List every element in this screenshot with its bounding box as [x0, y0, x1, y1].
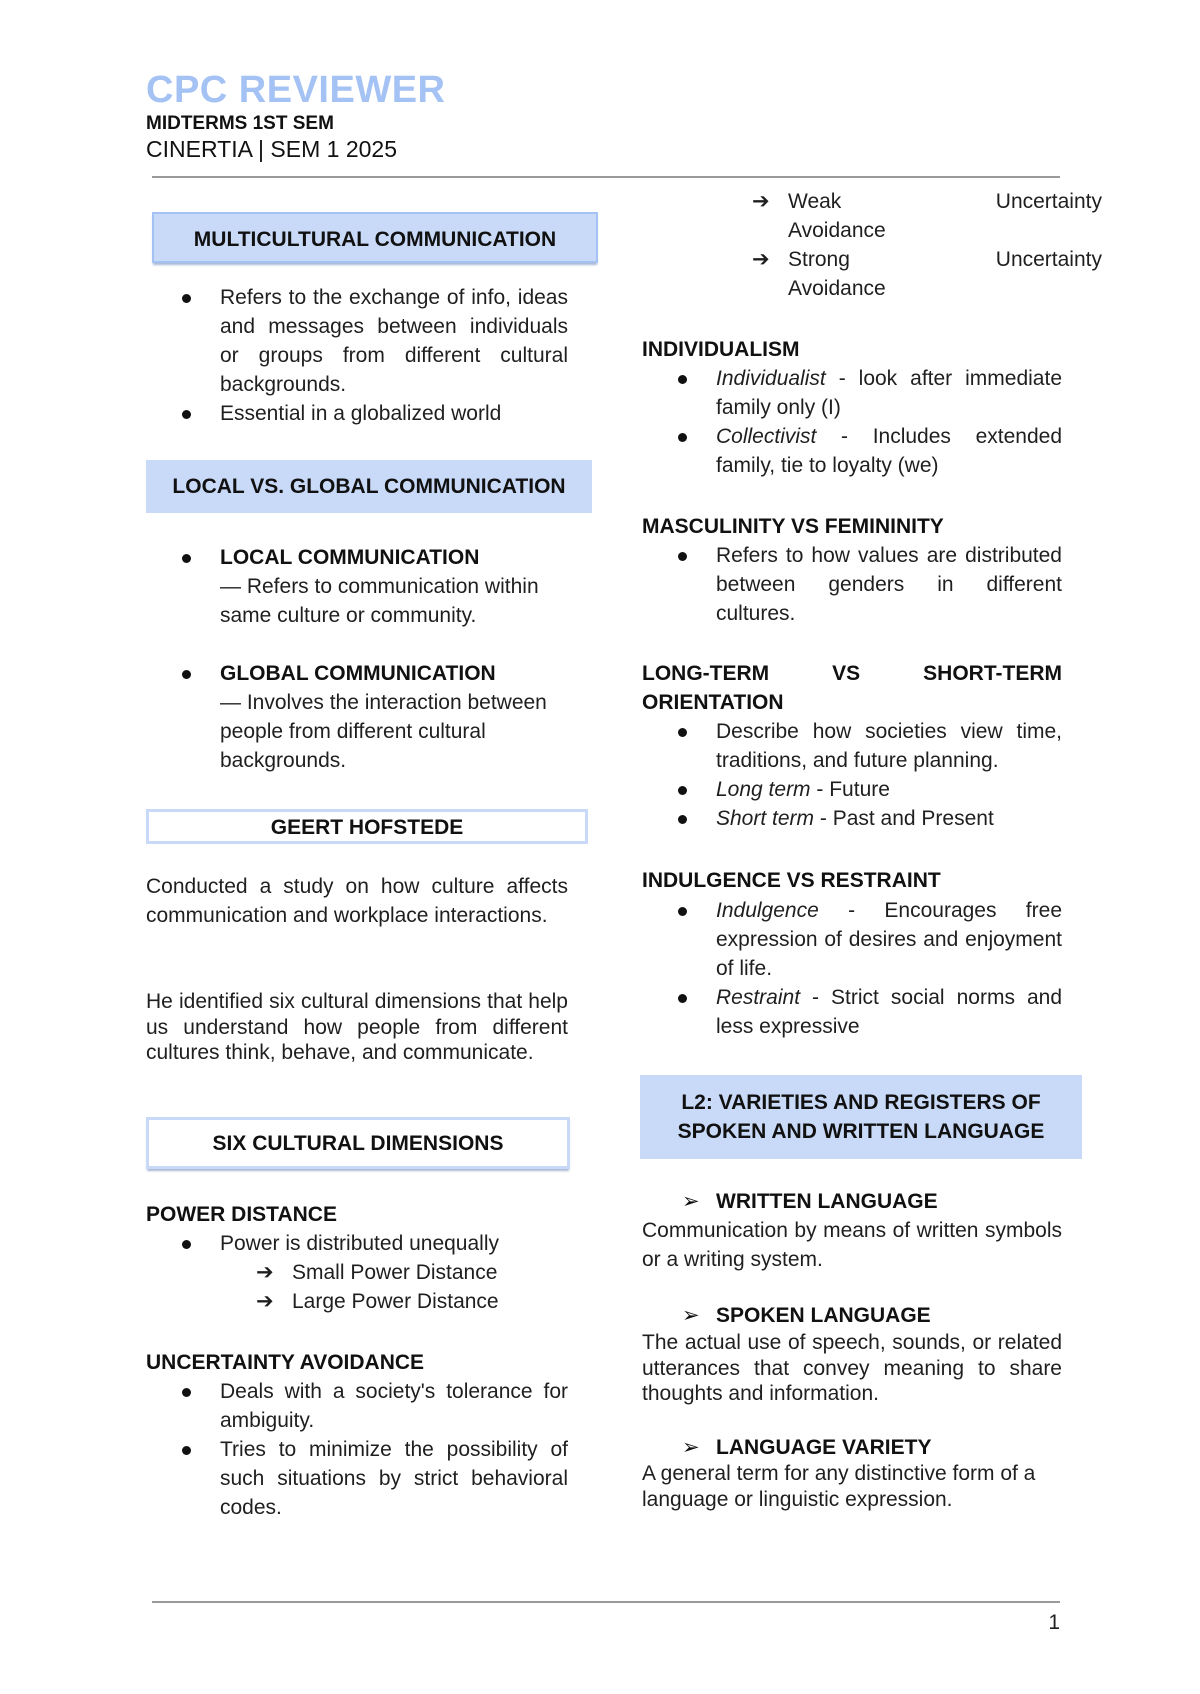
- section-heading-local-global: LOCAL VS. GLOBAL COMMUNICATION: [146, 460, 592, 513]
- term: Long term: [716, 778, 811, 801]
- arrow-item-word: Strong: [788, 248, 850, 271]
- list-item: [678, 364, 1062, 422]
- term-desc: - Encourages free expression of desires and enjoyment of life.: [716, 899, 1062, 980]
- arrow-icon: ➔: [256, 1290, 274, 1313]
- list-item: [678, 775, 1062, 804]
- masculinity-list: [678, 541, 1062, 628]
- arrow-icon: ➔: [752, 190, 770, 213]
- list-item: Tries to minimize the possibility of such situations by strict behavioral codes.: [182, 1435, 568, 1522]
- heading-word: LONG-TERM: [642, 662, 770, 685]
- heading-word: SHORT-TERM: [923, 662, 1062, 685]
- hofstede-paragraph-2: He identified six cultural dimensions that help us understand how people from different cultures think, behave, and communicate.: [146, 990, 568, 1064]
- page-number: 1: [1048, 1611, 1060, 1634]
- power-distance-heading: POWER DISTANCE: [146, 1203, 337, 1226]
- list-item: [678, 804, 1062, 833]
- author-line: CINERTIA | SEM 1 2025: [146, 136, 397, 162]
- heading-word: VS: [832, 662, 861, 685]
- global-communication-desc: — Involves the interaction between people from different cultural backgrounds.: [220, 691, 547, 772]
- written-language-desc: Communication by means of written symbols or a writing system.: [642, 1219, 1062, 1271]
- local-global-list: [182, 543, 568, 775]
- arrow-item-label: Large Power Distance: [292, 1290, 499, 1313]
- long-term-heading-line2: ORIENTATION: [642, 691, 784, 714]
- spoken-language-desc: The actual use of speech, sounds, or related utterances that convey meaning to share thoughts and information.: [642, 1331, 1062, 1405]
- arrow-item-word: Avoidance: [788, 277, 886, 300]
- hofstede-paragraph-1: Conducted a study on how culture affects communication and workplace interactions.: [146, 875, 568, 927]
- power-distance-list: [182, 1229, 568, 1258]
- list-item: Deals with a society's tolerance for ambiguity.: [182, 1377, 568, 1435]
- arrow-item-word: Weak: [788, 190, 842, 213]
- list-item: [678, 983, 1062, 1041]
- arrow-item-small-power: [256, 1258, 497, 1287]
- term: Collectivist: [716, 425, 817, 448]
- arrow-item-weak-uncertainty: [752, 187, 1102, 245]
- long-term-heading: [642, 659, 1062, 688]
- list-item: [678, 896, 1062, 983]
- chevron-icon: ➢: [682, 1436, 700, 1459]
- section-heading-hofstede: GEERT HOFSTEDE: [146, 809, 588, 844]
- local-communication-title: LOCAL COMMUNICATION: [220, 546, 480, 569]
- list-item: Refers to how values are distributed between genders in different cultures.: [678, 541, 1062, 628]
- spoken-language-title: SPOKEN LANGUAGE: [716, 1304, 931, 1327]
- language-variety-title: LANGUAGE VARIETY: [716, 1436, 932, 1459]
- multicultural-list: [182, 283, 568, 428]
- arrow-item-label: Small Power Distance: [292, 1261, 498, 1284]
- individualism-heading: INDIVIDUALISM: [642, 338, 800, 361]
- section-heading-l2: [640, 1075, 1082, 1159]
- header-divider: [152, 176, 1060, 178]
- uncertainty-avoidance-heading: UNCERTAINTY AVOIDANCE: [146, 1351, 425, 1374]
- list-item-global: [182, 659, 568, 775]
- chevron-icon: ➢: [682, 1190, 700, 1213]
- section-heading-six-dimensions: SIX CULTURAL DIMENSIONS: [146, 1117, 570, 1169]
- document-subtitle: MIDTERMS 1ST SEM: [146, 113, 334, 134]
- list-item: Essential in a globalized world: [182, 399, 568, 428]
- arrow-icon: ➔: [752, 248, 770, 271]
- arrow-item-strong-uncertainty: [752, 245, 1102, 303]
- list-item: Power is distributed unequally: [182, 1229, 568, 1258]
- list-item: Describe how societies view time, traditions, and future planning.: [678, 717, 1062, 775]
- arrow-item-word: Uncertainty: [995, 248, 1102, 271]
- l2-heading-line2: SPOKEN AND WRITTEN LANGUAGE: [677, 1120, 1045, 1143]
- language-variety-desc: A general term for any distinctive form of a language or linguistic expression.: [642, 1462, 1036, 1511]
- list-item: Refers to the exchange of info, ideas and messages between individuals or groups from different cultural backgrounds.: [182, 283, 568, 399]
- document-title: CPC REVIEWER: [146, 69, 446, 111]
- term: Individualist: [716, 367, 826, 390]
- written-language-title: WRITTEN LANGUAGE: [716, 1190, 938, 1213]
- list-item-local: [182, 543, 568, 630]
- term-desc: - Includes extended family, tie to loyalty (we): [716, 425, 1062, 477]
- term-desc: - Future: [810, 778, 890, 801]
- indulgence-heading: INDULGENCE VS RESTRAINT: [642, 869, 941, 892]
- term-desc: - Past and Present: [814, 807, 994, 830]
- arrow-icon: ➔: [256, 1261, 274, 1284]
- arrow-item-word: Avoidance: [788, 219, 886, 242]
- section-heading-multicultural: MULTICULTURAL COMMUNICATION: [152, 212, 598, 263]
- list-item: [678, 422, 1062, 480]
- masculinity-heading: MASCULINITY VS FEMININITY: [642, 515, 944, 538]
- uncertainty-list: [182, 1377, 568, 1522]
- chevron-icon: ➢: [682, 1304, 700, 1327]
- individualism-list: [678, 364, 1062, 480]
- term: Restraint: [716, 986, 801, 1009]
- indulgence-list: [678, 896, 1062, 1041]
- term-desc: - Strict social norms and less expressive: [716, 986, 1062, 1038]
- footer-divider: [152, 1601, 1060, 1603]
- term: Short term: [716, 807, 815, 830]
- term: Indulgence: [716, 899, 819, 922]
- global-communication-title: GLOBAL COMMUNICATION: [220, 662, 496, 685]
- long-term-list: [678, 717, 1062, 833]
- local-communication-desc: — Refers to communication within same culture or community.: [220, 575, 539, 627]
- arrow-item-large-power: [256, 1287, 499, 1316]
- term-desc: - look after immediate family only (I): [716, 367, 1062, 419]
- arrow-item-word: Uncertainty: [995, 190, 1102, 213]
- l2-heading-line1: L2: VARIETIES AND REGISTERS OF: [681, 1091, 1041, 1114]
